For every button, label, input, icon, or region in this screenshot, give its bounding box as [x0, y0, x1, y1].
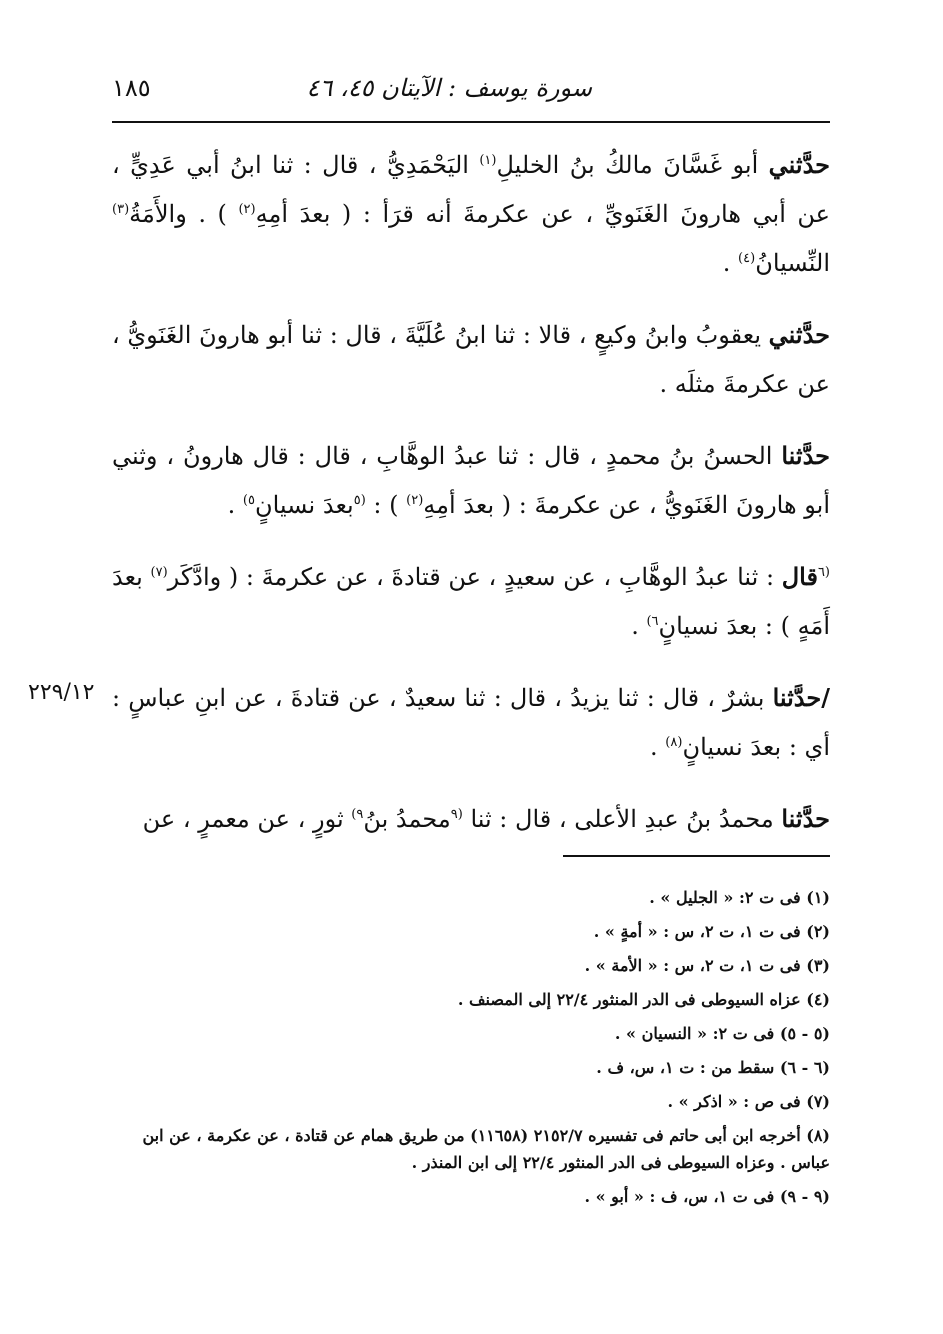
narration-lead: حدَّثنا: [781, 441, 830, 470]
footnote-marker: (٧): [150, 565, 168, 580]
footnote-marker: ٩): [351, 807, 364, 822]
paragraph-text: : ثنا عبدُ الوهَّابِ ، عن سعيدٍ ، عن قتادةَ ، عن عكرمةَ : ( وادَّكَر: [167, 563, 782, 591]
footnote-marker: (٢): [238, 202, 256, 217]
footnote-marker: (١): [479, 153, 497, 168]
hadith-paragraph: [112, 140, 830, 288]
paragraph-text: .: [722, 249, 739, 277]
footnotes: [112, 884, 830, 1217]
header-title: سورة يوسف : الآيتان ٤٥، ٤٦: [306, 74, 592, 102]
footnote-marker: (٤): [738, 251, 756, 266]
narration-lead: حدَّثنا: [781, 804, 830, 833]
paragraph-text: بشرٌ ، قال : ثنا يزيدُ ، قال : ثنا سعيدٌ ، عن قتادةَ ، عن ابنِ عباسٍ : أي : بعدَ نسيانٍ: [112, 684, 830, 761]
paragraph-text: ) . والأَمَةُ: [129, 200, 239, 228]
footnote: (٣) فى ت ١، ت ٢، س : « الأمة » .: [584, 956, 830, 975]
footnote: (٧) فى ص : « اذكر » .: [667, 1092, 830, 1111]
footnote-rule: [563, 855, 830, 857]
hadith-paragraph: [112, 431, 830, 530]
paragraph-text: الحسنُ بنُ محمدٍ ، قال : ثنا عبدُ الوهَّابِ ، قال : قال هارونُ ، وثني أبو هارونَ الغَنَويُّ ، عن عكرمةَ : ( بعدَ أمِهِ: [112, 442, 830, 519]
footnote: (١) فى ت ٢: « الجليل » .: [649, 888, 830, 907]
footnote: (٦ - ٦) سقط من : ت ١، س، ف .: [596, 1058, 830, 1077]
footnote-marker: (٦: [817, 565, 830, 580]
paragraph-text: .: [227, 491, 243, 519]
paragraph-text: النِّسيانُ: [755, 249, 830, 277]
footnote-marker: (٩: [450, 807, 463, 822]
footnote: (٨) أخرجه ابن أبى حاتم فى تفسيره ٢١٥٢/٧ (١١٦٥٨) من طريق همام عن قتادة ، عن عكرمة ، عن ابن عباس . وعزاه السيوطى فى الدر المنثور ٢٢/٤ إلى ابن المنذر .: [142, 1126, 830, 1172]
page-number: ١٨٥: [112, 74, 151, 102]
hadith-paragraph: [112, 310, 830, 409]
paragraph-text: اليَحْمَدِيُّ ، قال : ثنا ابنُ أبي عَدِيٍّ ، عن أبي هارونَ الغَنَويِّ ، عن عكرمةَ أنه قرَأ : ( بعدَ أمِهِ: [112, 151, 831, 228]
paragraph-text: بعدَ نسيانٍ: [254, 491, 354, 519]
paragraph-text: ثورٍ ، عن معمرٍ ، عن: [142, 805, 352, 833]
narration-lead: /حدَّثنا: [772, 683, 830, 712]
footnote-marker: (٢): [406, 493, 424, 508]
margin-reference: ٢٢٩/١٢: [28, 680, 95, 705]
footnote: (٥ - ٥) فى ت ٢: « النسيان » .: [614, 1024, 830, 1043]
paragraph-text: ) :: [365, 491, 407, 519]
narration-lead: حدَّثني: [768, 320, 831, 349]
narration-lead: قال: [781, 562, 818, 591]
paragraph-text: محمدُ بنُ: [363, 805, 451, 833]
paragraph-text: محمدُ بنُ عبدِ الأعلى ، قال : ثنا: [462, 805, 782, 833]
paragraph-text: .: [650, 733, 666, 761]
header-rule: [112, 121, 830, 123]
narration-lead: حدَّثني: [768, 150, 831, 179]
footnote: (٢) فى ت ١، ت ٢، س : « أمةٍ » .: [593, 922, 830, 941]
paragraph-text: بعدَ أَمَهٍ ) : بعدَ نسيانٍ: [112, 563, 830, 640]
footnote: (٤) عزاه السيوطى فى الدر المنثور ٢٢/٤ إلى المصنف .: [457, 990, 830, 1009]
hadith-paragraph: [112, 673, 830, 772]
hadith-paragraph: [112, 552, 830, 651]
footnote-marker: (٥: [353, 493, 366, 508]
footnote-marker: (٨): [665, 735, 683, 750]
footnote: (٩ - ٩) فى ت ١، س، ف : « أبو » .: [584, 1187, 830, 1206]
footnote-marker: ٥): [242, 493, 255, 508]
footnote-marker: (٣): [112, 202, 130, 217]
paragraph-text: .: [631, 612, 647, 640]
paragraph-text: أبو غَسَّانَ مالكُ بنُ الخليلِ: [496, 151, 769, 179]
paragraph-text: يعقوبُ وابنُ وكيعٍ ، قالا : ثنا ابنُ عُلَيَّةَ ، قال : ثنا أبو هارونَ الغَنَويُّ ، عن عكرمةَ مثلَه .: [112, 321, 830, 398]
footnote-marker: ٦): [646, 614, 659, 629]
hadith-paragraph: [112, 794, 830, 844]
main-text: [112, 140, 830, 866]
running-header: [112, 68, 830, 112]
